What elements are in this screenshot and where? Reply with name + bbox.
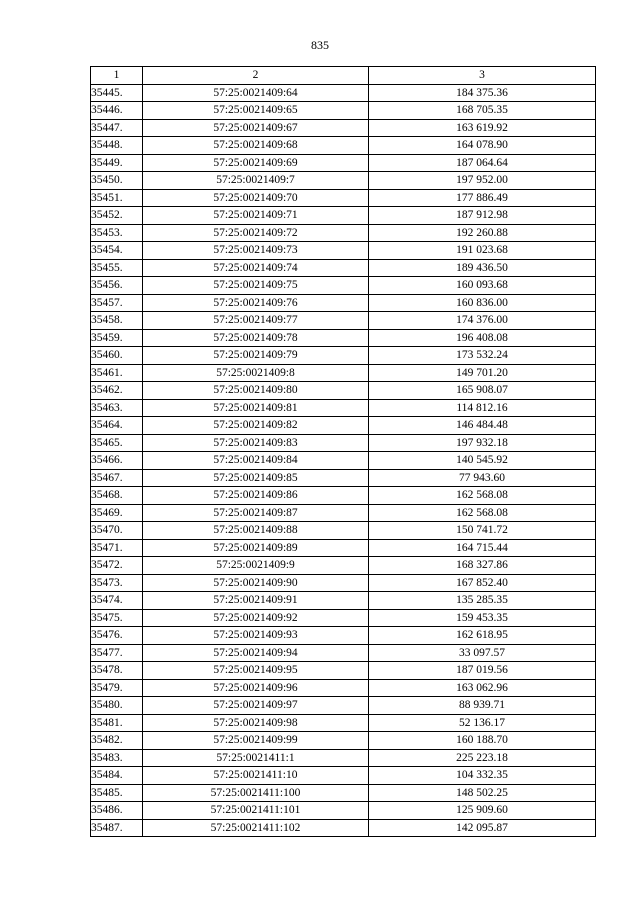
row-number-cell: 35482.: [91, 732, 143, 750]
row-number-cell: 35477.: [91, 644, 143, 662]
value-cell: 167 852.40: [369, 574, 596, 592]
table-row: [91, 329, 596, 347]
table-row: [91, 84, 596, 102]
table-row: [91, 382, 596, 400]
cadastral-number-cell: 57:25:0021409:64: [143, 84, 369, 102]
table-body: [91, 84, 596, 837]
cadastral-number-cell: 57:25:0021409:76: [143, 294, 369, 312]
value-cell: 164 715.44: [369, 539, 596, 557]
value-cell: 160 836.00: [369, 294, 596, 312]
cadastral-number-cell: 57:25:0021409:89: [143, 539, 369, 557]
table-row: [91, 539, 596, 557]
table-row: [91, 819, 596, 837]
table-row: [91, 277, 596, 295]
row-number-cell: 35469.: [91, 504, 143, 522]
table-row: [91, 644, 596, 662]
cadastral-number-cell: 57:25:0021409:92: [143, 609, 369, 627]
row-number-cell: 35473.: [91, 574, 143, 592]
table-row: [91, 172, 596, 190]
table-row: [91, 784, 596, 802]
value-cell: 125 909.60: [369, 802, 596, 820]
value-cell: 168 705.35: [369, 102, 596, 120]
row-number-cell: 35450.: [91, 172, 143, 190]
value-cell: 164 078.90: [369, 137, 596, 155]
row-number-cell: 35480.: [91, 697, 143, 715]
value-cell: 168 327.86: [369, 557, 596, 575]
row-number-cell: 35467.: [91, 469, 143, 487]
table-row: [91, 557, 596, 575]
cadastral-number-cell: 57:25:0021409:9: [143, 557, 369, 575]
value-cell: 149 701.20: [369, 364, 596, 382]
column-header: 1: [91, 67, 143, 85]
cadastral-number-cell: 57:25:0021409:90: [143, 574, 369, 592]
table-row: [91, 242, 596, 260]
row-number-cell: 35452.: [91, 207, 143, 225]
row-number-cell: 35455.: [91, 259, 143, 277]
table-row: [91, 399, 596, 417]
cadastral-number-cell: 57:25:0021409:93: [143, 627, 369, 645]
table-row: [91, 627, 596, 645]
value-cell: 160 093.68: [369, 277, 596, 295]
value-cell: 140 545.92: [369, 452, 596, 470]
row-number-cell: 35468.: [91, 487, 143, 505]
value-cell: 165 908.07: [369, 382, 596, 400]
table-row: [91, 154, 596, 172]
row-number-cell: 35479.: [91, 679, 143, 697]
table-row: [91, 189, 596, 207]
value-cell: 142 095.87: [369, 819, 596, 837]
value-cell: 187 019.56: [369, 662, 596, 680]
cadastral-number-cell: 57:25:0021409:83: [143, 434, 369, 452]
table-row: [91, 224, 596, 242]
cadastral-number-cell: 57:25:0021409:7: [143, 172, 369, 190]
table-header-row: [91, 67, 596, 85]
table-row: [91, 294, 596, 312]
value-cell: 173 532.24: [369, 347, 596, 365]
value-cell: 225 223.18: [369, 749, 596, 767]
cadastral-number-cell: 57:25:0021409:86: [143, 487, 369, 505]
cadastral-number-cell: 57:25:0021409:78: [143, 329, 369, 347]
table-row: [91, 662, 596, 680]
value-cell: 162 568.08: [369, 487, 596, 505]
table-row: [91, 522, 596, 540]
page-number: 835: [311, 38, 329, 52]
value-cell: 150 741.72: [369, 522, 596, 540]
row-number-cell: 35474.: [91, 592, 143, 610]
cadastral-number-cell: 57:25:0021409:80: [143, 382, 369, 400]
row-number-cell: 35456.: [91, 277, 143, 295]
cadastral-number-cell: 57:25:0021409:98: [143, 714, 369, 732]
cadastral-number-cell: 57:25:0021409:8: [143, 364, 369, 382]
cadastral-number-cell: 57:25:0021409:71: [143, 207, 369, 225]
column-header: 2: [143, 67, 369, 85]
table-row: [91, 469, 596, 487]
value-cell: 88 939.71: [369, 697, 596, 715]
value-cell: 189 436.50: [369, 259, 596, 277]
value-cell: 114 812.16: [369, 399, 596, 417]
table-row: [91, 732, 596, 750]
cadastral-number-cell: 57:25:0021409:67: [143, 119, 369, 137]
value-cell: 77 943.60: [369, 469, 596, 487]
value-cell: 197 932.18: [369, 434, 596, 452]
row-number-cell: 35465.: [91, 434, 143, 452]
cadastral-number-cell: 57:25:0021411:100: [143, 784, 369, 802]
value-cell: 192 260.88: [369, 224, 596, 242]
value-cell: 187 064.64: [369, 154, 596, 172]
row-number-cell: 35475.: [91, 609, 143, 627]
table-row: [91, 487, 596, 505]
table-row: [91, 697, 596, 715]
value-cell: 174 376.00: [369, 312, 596, 330]
row-number-cell: 35449.: [91, 154, 143, 172]
row-number-cell: 35471.: [91, 539, 143, 557]
row-number-cell: 35448.: [91, 137, 143, 155]
table-row: [91, 364, 596, 382]
table-row: [91, 137, 596, 155]
table-row: [91, 679, 596, 697]
row-number-cell: 35447.: [91, 119, 143, 137]
row-number-cell: 35454.: [91, 242, 143, 260]
row-number-cell: 35484.: [91, 767, 143, 785]
table-row: [91, 802, 596, 820]
row-number-cell: 35461.: [91, 364, 143, 382]
cadastral-number-cell: 57:25:0021411:1: [143, 749, 369, 767]
row-number-cell: 35485.: [91, 784, 143, 802]
cadastral-number-cell: 57:25:0021409:84: [143, 452, 369, 470]
row-number-cell: 35486.: [91, 802, 143, 820]
cadastral-number-cell: 57:25:0021409:70: [143, 189, 369, 207]
value-cell: 104 332.35: [369, 767, 596, 785]
value-cell: 52 136.17: [369, 714, 596, 732]
row-number-cell: 35487.: [91, 819, 143, 837]
data-table: [90, 66, 596, 837]
cadastral-number-cell: 57:25:0021409:69: [143, 154, 369, 172]
row-number-cell: 35476.: [91, 627, 143, 645]
row-number-cell: 35481.: [91, 714, 143, 732]
cadastral-number-cell: 57:25:0021409:91: [143, 592, 369, 610]
row-number-cell: 35466.: [91, 452, 143, 470]
table-row: [91, 767, 596, 785]
value-cell: 196 408.08: [369, 329, 596, 347]
table-row: [91, 207, 596, 225]
cadastral-number-cell: 57:25:0021409:73: [143, 242, 369, 260]
value-cell: 191 023.68: [369, 242, 596, 260]
value-cell: 162 618.95: [369, 627, 596, 645]
row-number-cell: 35445.: [91, 84, 143, 102]
value-cell: 184 375.36: [369, 84, 596, 102]
cadastral-number-cell: 57:25:0021409:77: [143, 312, 369, 330]
cadastral-number-cell: 57:25:0021409:96: [143, 679, 369, 697]
value-cell: 163 062.96: [369, 679, 596, 697]
row-number-cell: 35472.: [91, 557, 143, 575]
value-cell: 187 912.98: [369, 207, 596, 225]
table-row: [91, 434, 596, 452]
cadastral-number-cell: 57:25:0021409:81: [143, 399, 369, 417]
cadastral-number-cell: 57:25:0021409:85: [143, 469, 369, 487]
table-row: [91, 609, 596, 627]
cadastral-number-cell: 57:25:0021409:95: [143, 662, 369, 680]
row-number-cell: 35483.: [91, 749, 143, 767]
row-number-cell: 35458.: [91, 312, 143, 330]
row-number-cell: 35453.: [91, 224, 143, 242]
table-row: [91, 417, 596, 435]
cadastral-number-cell: 57:25:0021409:88: [143, 522, 369, 540]
table-row: [91, 504, 596, 522]
cadastral-number-cell: 57:25:0021411:102: [143, 819, 369, 837]
value-cell: 135 285.35: [369, 592, 596, 610]
cadastral-number-cell: 57:25:0021409:75: [143, 277, 369, 295]
column-header: 3: [369, 67, 596, 85]
table-row: [91, 347, 596, 365]
row-number-cell: 35460.: [91, 347, 143, 365]
cadastral-number-cell: 57:25:0021409:99: [143, 732, 369, 750]
value-cell: 159 453.35: [369, 609, 596, 627]
value-cell: 160 188.70: [369, 732, 596, 750]
row-number-cell: 35470.: [91, 522, 143, 540]
table-row: [91, 102, 596, 120]
row-number-cell: 35451.: [91, 189, 143, 207]
row-number-cell: 35457.: [91, 294, 143, 312]
cadastral-number-cell: 57:25:0021409:94: [143, 644, 369, 662]
cadastral-number-cell: 57:25:0021409:79: [143, 347, 369, 365]
table-row: [91, 592, 596, 610]
table-row: [91, 749, 596, 767]
value-cell: 177 886.49: [369, 189, 596, 207]
value-cell: 197 952.00: [369, 172, 596, 190]
value-cell: 33 097.57: [369, 644, 596, 662]
cadastral-number-cell: 57:25:0021409:87: [143, 504, 369, 522]
table-row: [91, 714, 596, 732]
value-cell: 148 502.25: [369, 784, 596, 802]
table-row: [91, 312, 596, 330]
cadastral-number-cell: 57:25:0021409:68: [143, 137, 369, 155]
value-cell: 146 484.48: [369, 417, 596, 435]
cadastral-number-cell: 57:25:0021409:97: [143, 697, 369, 715]
table-row: [91, 574, 596, 592]
row-number-cell: 35464.: [91, 417, 143, 435]
cadastral-number-cell: 57:25:0021409:72: [143, 224, 369, 242]
cadastral-number-cell: 57:25:0021411:10: [143, 767, 369, 785]
row-number-cell: 35459.: [91, 329, 143, 347]
table-row: [91, 259, 596, 277]
value-cell: 163 619.92: [369, 119, 596, 137]
cadastral-number-cell: 57:25:0021409:65: [143, 102, 369, 120]
cadastral-number-cell: 57:25:0021409:74: [143, 259, 369, 277]
row-number-cell: 35446.: [91, 102, 143, 120]
value-cell: 162 568.08: [369, 504, 596, 522]
cadastral-number-cell: 57:25:0021411:101: [143, 802, 369, 820]
cadastral-number-cell: 57:25:0021409:82: [143, 417, 369, 435]
row-number-cell: 35478.: [91, 662, 143, 680]
row-number-cell: 35462.: [91, 382, 143, 400]
table-row: [91, 119, 596, 137]
table-row: [91, 452, 596, 470]
row-number-cell: 35463.: [91, 399, 143, 417]
